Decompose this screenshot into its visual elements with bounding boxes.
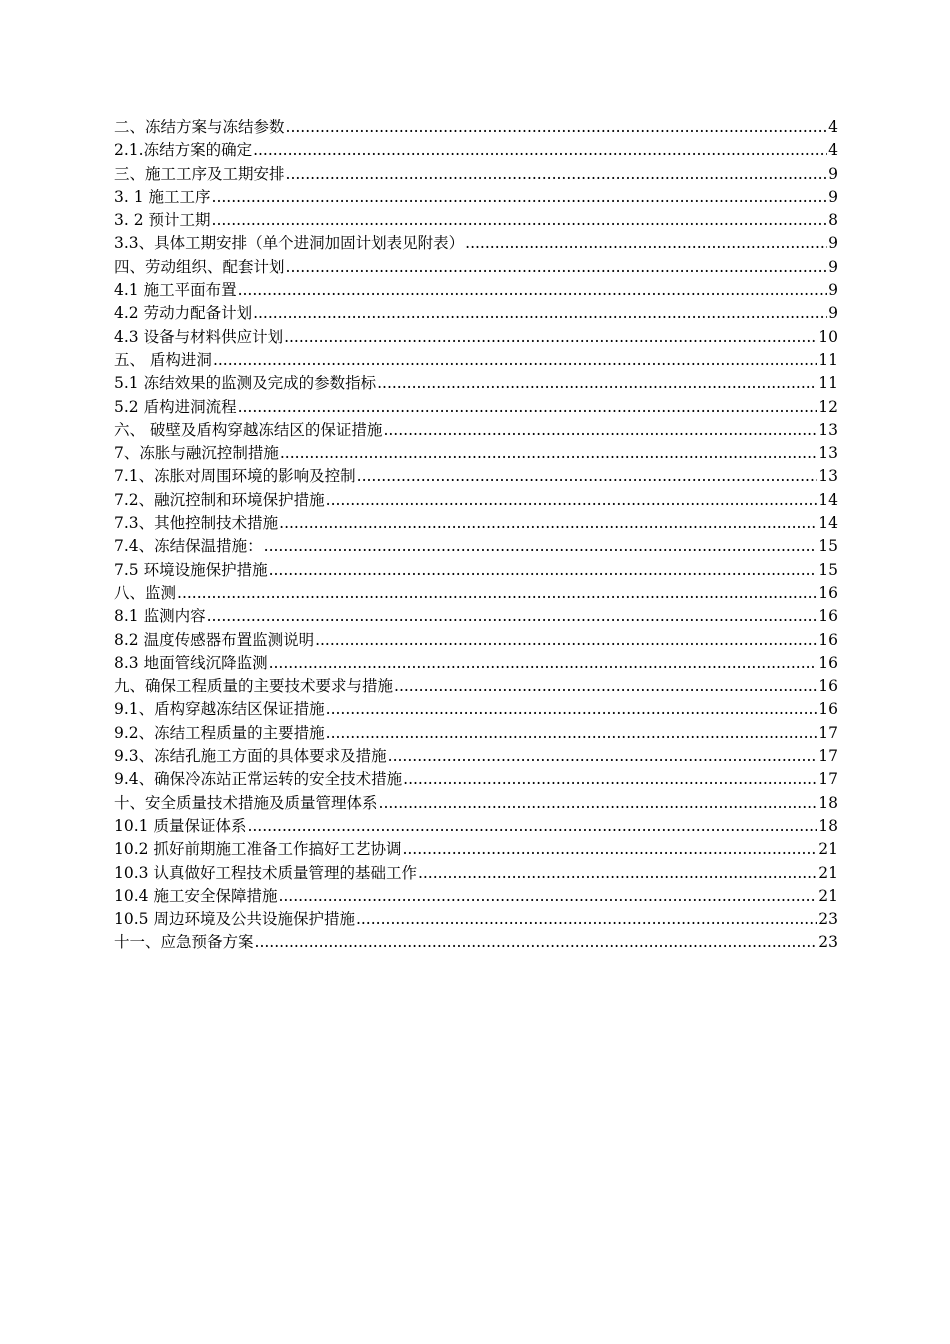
toc-entry-page: 16: [818, 677, 838, 696]
toc-leader-dots: [326, 698, 818, 721]
toc-entry[interactable]: [114, 256, 838, 279]
toc-entry[interactable]: [114, 442, 838, 465]
toc-entry[interactable]: [114, 792, 838, 815]
toc-entry-page: 9: [828, 164, 838, 183]
toc-entry-title: 4.1 施工平面布置: [114, 281, 237, 300]
toc-entry-page: 18: [818, 816, 838, 835]
toc-leader-dots: [269, 652, 818, 675]
toc-entry-page: 16: [818, 607, 838, 626]
toc-entry-title: 7.3、其他控制技术措施: [114, 514, 279, 533]
toc-entry-page: 8: [828, 211, 838, 230]
toc-leader-dots: [286, 116, 828, 139]
toc-leader-dots: [357, 465, 818, 488]
toc-entry[interactable]: [114, 535, 838, 558]
toc-entry-page: 13: [818, 467, 838, 486]
toc-leader-dots: [264, 535, 818, 558]
toc-entry-title: 10.2 抓好前期施工准备工作搞好工艺协调: [114, 840, 402, 859]
toc-entry[interactable]: [114, 232, 838, 255]
toc-leader-dots: [279, 512, 817, 535]
toc-leader-dots: [379, 792, 818, 815]
toc-entry-title: 八、监测: [114, 583, 177, 602]
toc-entry-page: 12: [818, 397, 838, 416]
toc-leader-dots: [286, 163, 828, 186]
toc-entry[interactable]: [114, 559, 838, 582]
toc-entry-page: 13: [818, 444, 838, 463]
toc-entry-page: 21: [818, 840, 838, 859]
toc-entry-title: 二、冻结方案与冻结参数: [114, 118, 285, 136]
toc-entry-page: 4: [828, 118, 838, 136]
toc-entry-page: 11: [818, 374, 838, 393]
toc-entry-title: 9.2、冻结工程质量的主要措施: [114, 723, 325, 742]
toc-entry-title: 7.4、冻结保温措施：: [114, 537, 263, 556]
toc-entry-title: 十、安全质量技术措施及质量管理体系: [114, 793, 378, 812]
toc-entry-page: 9: [828, 257, 838, 276]
toc-entry-title: 7、冻胀与融沉控制措施: [114, 444, 279, 463]
toc-entry-page: 10: [818, 327, 838, 346]
toc-entry[interactable]: [114, 885, 838, 908]
toc-entry-title: 10.5 周边环境及公共设施保护措施: [114, 910, 355, 929]
toc-entry[interactable]: [114, 815, 838, 838]
toc-entry[interactable]: [114, 302, 838, 325]
toc-entry-title: 8.3 地面管线沉降监测: [114, 653, 268, 672]
toc-entry[interactable]: [114, 279, 838, 302]
toc-entry[interactable]: [114, 838, 838, 861]
toc-entry[interactable]: [114, 862, 838, 885]
table-of-contents: [114, 116, 838, 955]
toc-leader-dots: [247, 815, 817, 838]
toc-entry-title: 三、施工工序及工期安排: [114, 164, 285, 183]
toc-leader-dots: [238, 279, 828, 302]
toc-leader-dots: [207, 605, 818, 628]
toc-entry[interactable]: [114, 722, 838, 745]
toc-entry-title: 2.1.冻结方案的确定: [114, 141, 253, 160]
toc-leader-dots: [402, 838, 817, 861]
toc-entry-page: 16: [818, 653, 838, 672]
toc-entry-page: 21: [818, 863, 838, 882]
toc-entry-page: 9: [828, 187, 838, 206]
toc-entry[interactable]: [114, 349, 838, 372]
toc-leader-dots: [213, 349, 817, 372]
toc-leader-dots: [465, 232, 827, 255]
toc-leader-dots: [177, 582, 817, 605]
toc-leader-dots: [315, 629, 817, 652]
toc-leader-dots: [269, 559, 818, 582]
toc-entry-page: 9: [828, 234, 838, 253]
toc-entry-title: 九、确保工程质量的主要技术要求与措施: [114, 677, 394, 696]
toc-entry[interactable]: [114, 186, 838, 209]
toc-entry[interactable]: [114, 419, 838, 442]
toc-entry-title: 5.1 冻结效果的监测及完成的参数指标: [114, 374, 377, 393]
toc-entry[interactable]: [114, 908, 838, 931]
toc-entry[interactable]: [114, 116, 838, 139]
toc-leader-dots: [388, 745, 818, 768]
toc-entry-title: 9.1、盾构穿越冻结区保证措施: [114, 700, 325, 719]
toc-entry-title: 4.3 设备与材料供应计划: [114, 327, 284, 346]
toc-entry-title: 四、劳动组织、配套计划: [114, 257, 285, 276]
toc-leader-dots: [403, 768, 817, 791]
toc-entry-page: 15: [818, 560, 838, 579]
toc-entry[interactable]: [114, 465, 838, 488]
toc-entry-page: 13: [818, 420, 838, 439]
toc-entry-page: 21: [818, 886, 838, 905]
toc-entry-page: 18: [818, 793, 838, 812]
toc-entry-title: 10.3 认真做好工程技术质量管理的基础工作: [114, 863, 417, 882]
toc-leader-dots: [253, 302, 827, 325]
toc-entry[interactable]: [114, 698, 838, 721]
toc-leader-dots: [326, 722, 818, 745]
toc-leader-dots: [286, 256, 828, 279]
toc-entry-title: 3. 2 预计工期: [114, 211, 211, 230]
toc-entry-title: 8.2 温度传感器布置监测说明: [114, 630, 315, 649]
toc-leader-dots: [253, 139, 827, 162]
toc-entry-page: 16: [818, 700, 838, 719]
toc-entry-title: 3. 1 施工工序: [114, 187, 211, 206]
toc-leader-dots: [418, 862, 817, 885]
toc-leader-dots: [356, 908, 817, 931]
toc-leader-dots: [394, 675, 817, 698]
toc-entry[interactable]: [114, 675, 838, 698]
toc-leader-dots: [326, 489, 818, 512]
toc-entry-page: 17: [818, 723, 838, 742]
toc-entry-title: 4.2 劳动力配备计划: [114, 304, 253, 323]
toc-leader-dots: [255, 931, 818, 954]
toc-entry-title: 8.1 监测内容: [114, 607, 206, 626]
toc-entry-page: 16: [818, 630, 838, 649]
toc-entry[interactable]: [114, 326, 838, 349]
toc-leader-dots: [238, 396, 818, 419]
toc-entry-title: 7.5 环境设施保护措施: [114, 560, 268, 579]
toc-leader-dots: [383, 419, 817, 442]
toc-entry-page: 15: [818, 537, 838, 556]
toc-entry[interactable]: [114, 931, 838, 954]
toc-entry[interactable]: [114, 489, 838, 512]
toc-entry[interactable]: [114, 163, 838, 186]
toc-entry-title: 六、 破壁及盾构穿越冻结区的保证措施: [114, 420, 383, 439]
toc-entry-title: 3.3、具体工期安排（单个进洞加固计划表见附表）: [114, 234, 465, 253]
toc-entry-title: 7.1、冻胀对周围环境的影响及控制: [114, 467, 356, 486]
toc-entry-title: 9.3、冻结孔施工方面的具体要求及措施: [114, 747, 387, 766]
toc-entry-page: 16: [818, 583, 838, 602]
toc-entry-page: 9: [828, 304, 838, 323]
toc-entry[interactable]: [114, 605, 838, 628]
toc-entry-page: 14: [818, 490, 838, 509]
toc-entry-title: 10.4 施工安全保障措施: [114, 886, 278, 905]
toc-entry-page: 23: [818, 933, 838, 952]
toc-entry-title: 10.1 质量保证体系: [114, 816, 247, 835]
toc-entry-page: 17: [818, 770, 838, 789]
toc-entry[interactable]: [114, 396, 838, 419]
toc-entry[interactable]: [114, 582, 838, 605]
toc-leader-dots: [212, 209, 828, 232]
toc-leader-dots: [278, 885, 817, 908]
toc-leader-dots: [284, 326, 817, 349]
toc-entry-title: 7.2、融沉控制和环境保护措施: [114, 490, 325, 509]
toc-entry-page: 17: [818, 747, 838, 766]
toc-entry-title: 五、 盾构进洞: [114, 350, 212, 369]
toc-entry-title: 9.4、确保冷冻站正常运转的安全技术措施: [114, 770, 403, 789]
toc-entry[interactable]: [114, 209, 838, 232]
toc-entry-page: 9: [828, 281, 838, 300]
toc-entry[interactable]: [114, 629, 838, 652]
toc-entry[interactable]: [114, 512, 838, 535]
toc-entry-page: 4: [828, 141, 838, 160]
toc-leader-dots: [280, 442, 817, 465]
toc-entry-title: 5.2 盾构进洞流程: [114, 397, 237, 416]
toc-entry-title: 十一、应急预备方案: [114, 933, 254, 952]
toc-entry-page: 11: [818, 350, 838, 369]
toc-entry[interactable]: [114, 139, 838, 162]
toc-leader-dots: [212, 186, 828, 209]
toc-entry-page: 23: [818, 910, 838, 929]
toc-entry[interactable]: [114, 768, 838, 791]
toc-entry[interactable]: [114, 745, 838, 768]
toc-leader-dots: [377, 372, 817, 395]
toc-entry-page: 14: [818, 514, 838, 533]
toc-entry[interactable]: [114, 652, 838, 675]
toc-entry[interactable]: [114, 372, 838, 395]
